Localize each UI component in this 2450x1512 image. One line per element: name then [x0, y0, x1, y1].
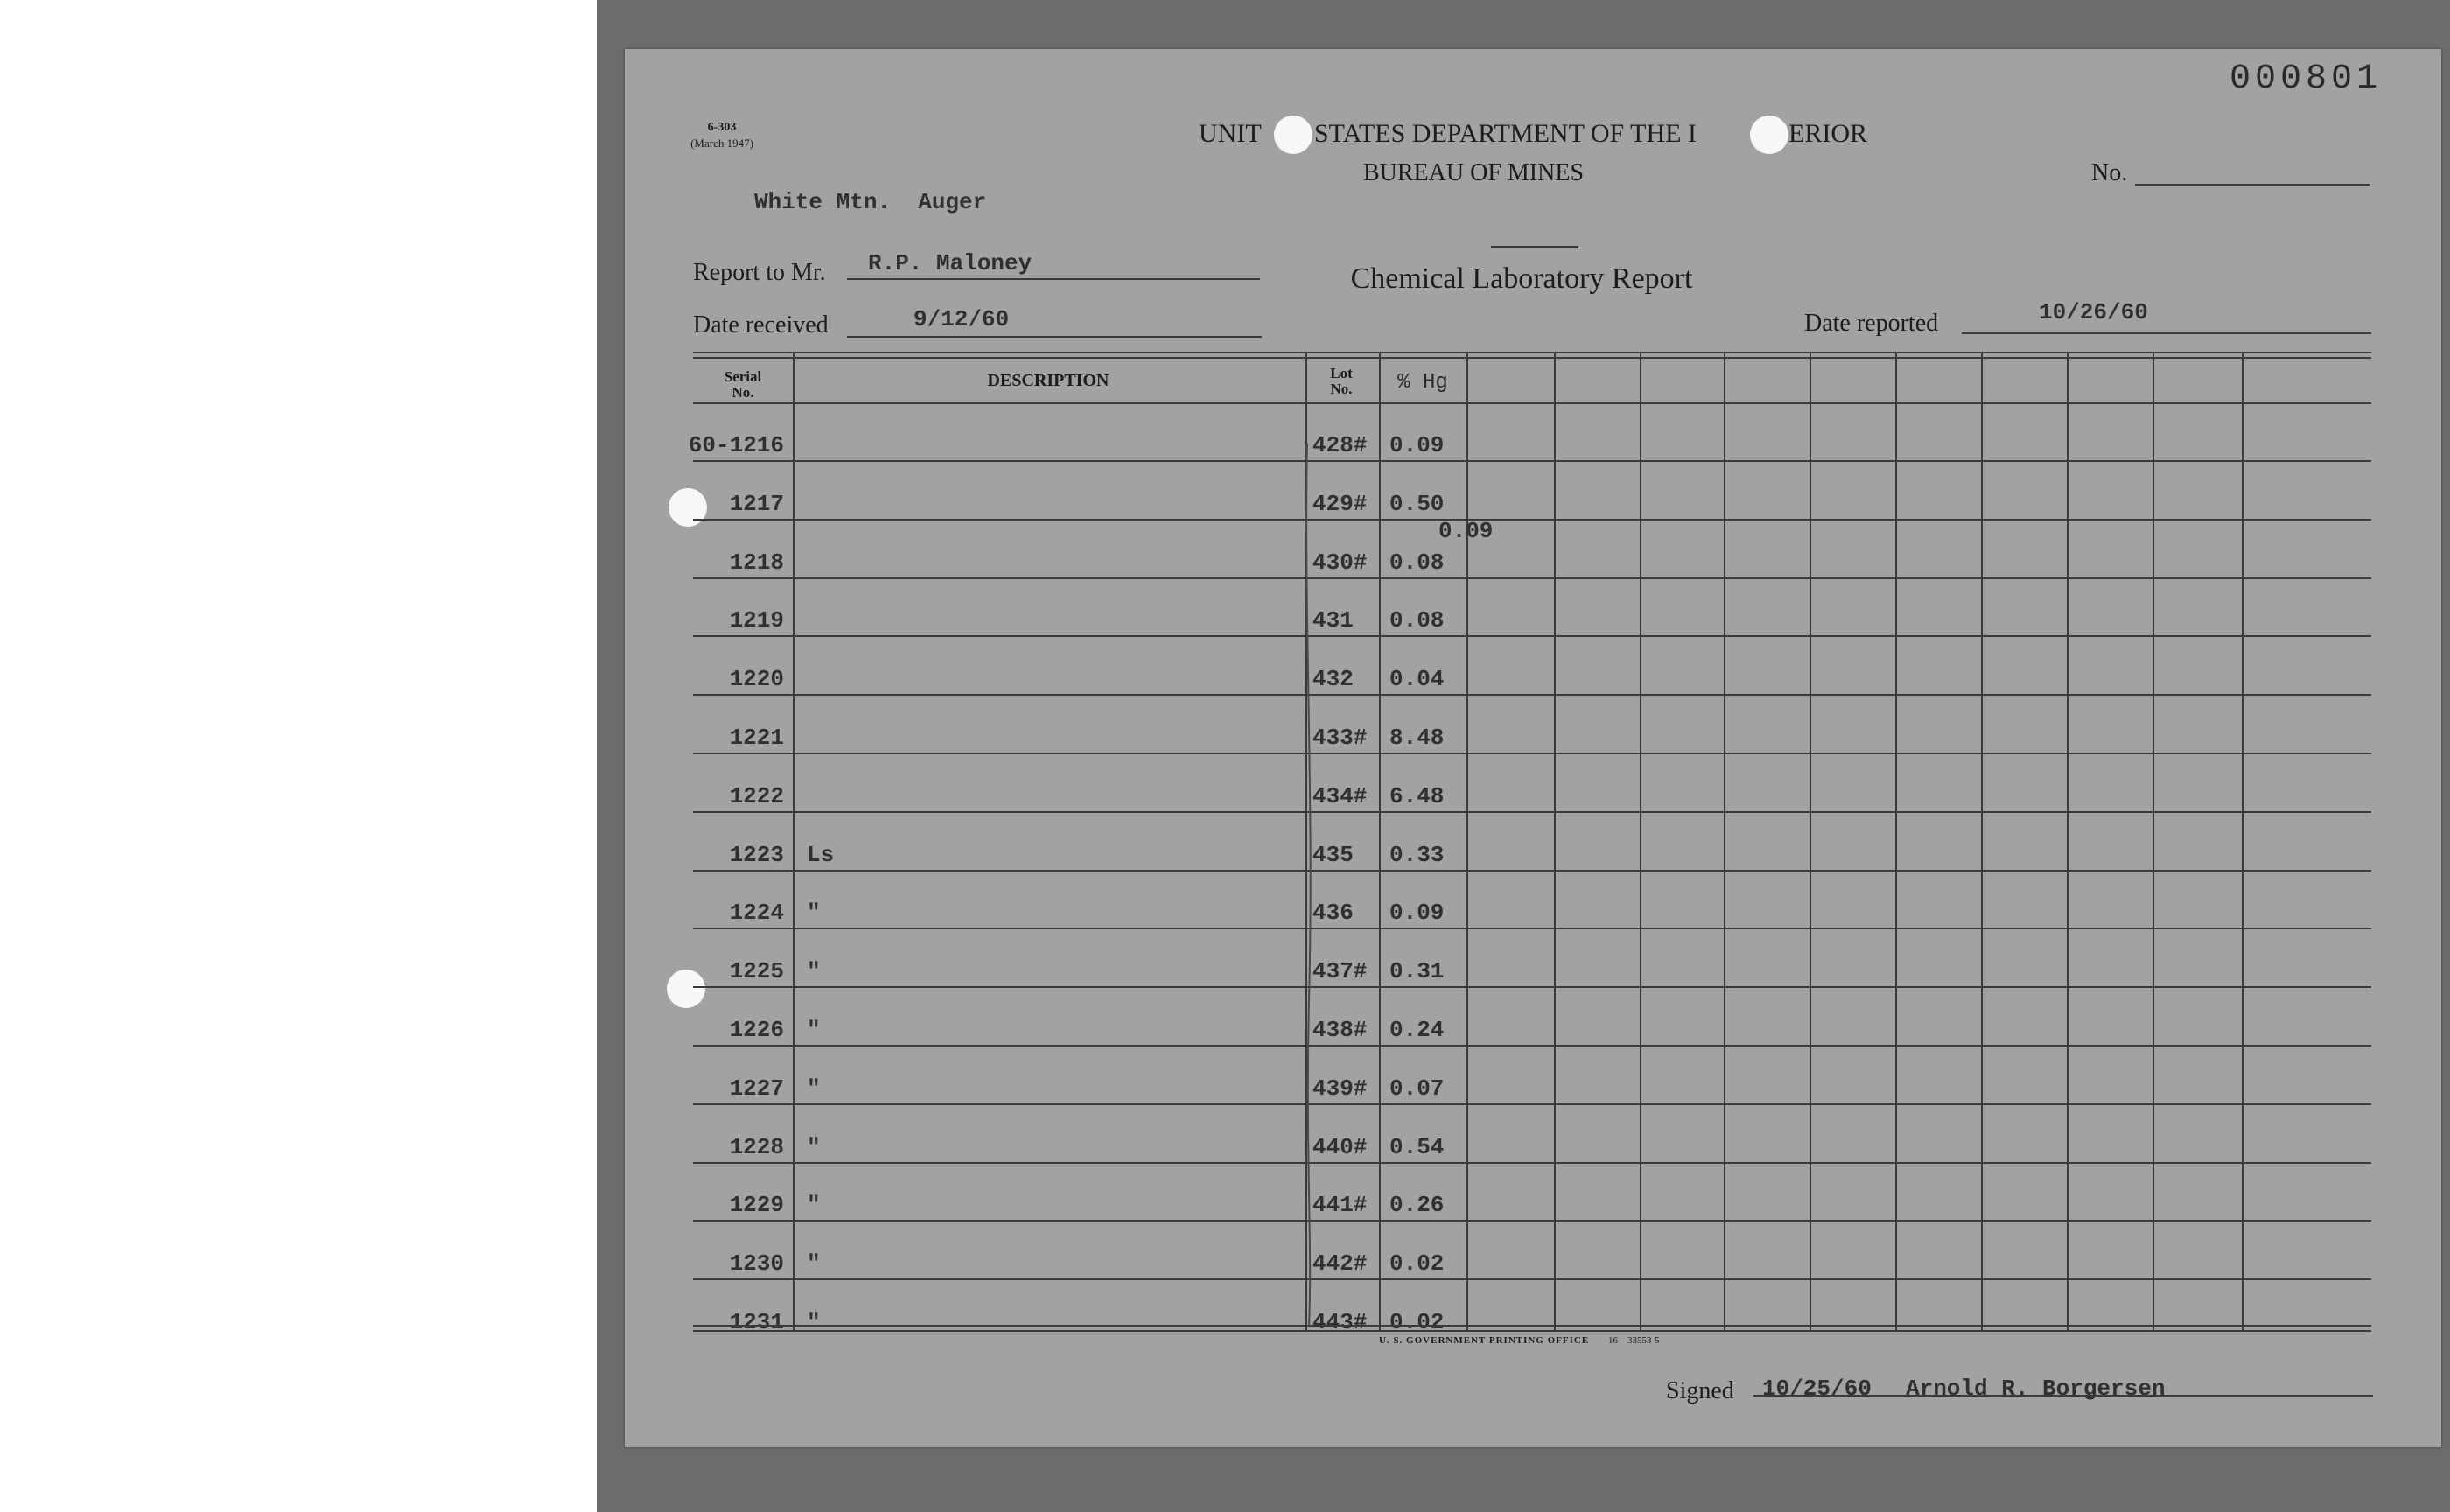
- bracket-mark: [1295, 439, 1321, 1332]
- description-cell: ": [807, 1075, 821, 1102]
- lot-cell: 438#: [1312, 1017, 1368, 1043]
- hg-cell: 0.04: [1390, 666, 1445, 692]
- lot-cell: 442#: [1312, 1250, 1368, 1277]
- row-line: [693, 1278, 2371, 1280]
- hg-cell: 0.02: [1390, 1309, 1445, 1335]
- no-label: No.: [2091, 159, 2128, 186]
- hg-cell: 0.31: [1390, 958, 1445, 984]
- lab-report-form: [625, 49, 2441, 1447]
- date-reported-underline: [1962, 332, 2371, 334]
- department-heading-left: UNIT: [1199, 119, 1262, 148]
- lot-cell: 437#: [1312, 958, 1368, 984]
- row-line: [693, 811, 2371, 813]
- serial-cell: 1231: [729, 1309, 784, 1335]
- column-line: [1466, 352, 1468, 1330]
- date-reported-label: Date reported: [1804, 310, 1939, 337]
- date-received-value: 9/12/60: [914, 306, 1010, 332]
- lot-cell: 428#: [1312, 432, 1368, 458]
- serial-cell: 1222: [729, 783, 784, 809]
- hg-cell: 0.08: [1390, 550, 1445, 576]
- header-lot-line2: No.: [1330, 381, 1353, 397]
- lot-cell: 441#: [1312, 1192, 1368, 1218]
- hg-cell: 0.08: [1390, 607, 1445, 634]
- hg-cell: 0.33: [1390, 842, 1445, 868]
- column-line: [2152, 352, 2154, 1330]
- row-line: [693, 1103, 2371, 1105]
- report-to-underline: [847, 278, 1260, 280]
- signed-label: Signed: [1666, 1377, 1734, 1404]
- report-title: Chemical Laboratory Report: [1350, 262, 1693, 295]
- header-serial-line1: Serial: [724, 368, 762, 385]
- column-line: [2242, 352, 2244, 1330]
- column-line: [1724, 352, 1726, 1330]
- serial-cell: 1221: [729, 724, 784, 751]
- printer-code: 16—33553-5: [1608, 1335, 1660, 1346]
- serial-cell: 1229: [729, 1192, 784, 1218]
- serial-cell: 1217: [729, 491, 784, 517]
- lot-cell: 435: [1312, 842, 1354, 868]
- header-description: DESCRIPTION: [987, 371, 1110, 390]
- punch-hole: [1274, 116, 1312, 154]
- serial-cell: 1220: [729, 666, 784, 692]
- form-date: (March 1947): [690, 136, 753, 150]
- lot-cell: 433#: [1312, 724, 1368, 751]
- column-line: [2067, 352, 2068, 1330]
- row-line: [693, 928, 2371, 929]
- row-line: [693, 1162, 2371, 1164]
- row-line: [693, 460, 2371, 462]
- description-cell: Ls: [807, 842, 835, 868]
- lot-cell: 430#: [1312, 550, 1368, 576]
- no-underline: [2135, 184, 2370, 186]
- row-line: [693, 870, 2371, 872]
- location-text: White Mtn. Auger: [754, 189, 987, 215]
- title-ornament: [1491, 246, 1578, 248]
- signed-date: 10/25/60: [1762, 1376, 1872, 1402]
- header-serial-line2: No.: [732, 384, 754, 401]
- hg-cell: 0.54: [1390, 1134, 1445, 1160]
- serial-cell: 1225: [729, 958, 784, 984]
- description-cell: ": [807, 958, 821, 984]
- hg-cell: 0.09: [1390, 900, 1445, 926]
- row-line: [693, 578, 2371, 579]
- row-line: [693, 1045, 2371, 1046]
- row-line: [693, 986, 2371, 988]
- row-line: [693, 1220, 2371, 1222]
- description-cell: ": [807, 1309, 821, 1335]
- serial-cell: 1226: [729, 1017, 784, 1043]
- punch-hole: [1750, 116, 1788, 154]
- lot-cell: 434#: [1312, 783, 1368, 809]
- table-bottom-rule: [693, 1330, 2371, 1332]
- hg-cell: 0.26: [1390, 1192, 1445, 1218]
- printer-line: U. S. GOVERNMENT PRINTING OFFICE: [1379, 1335, 1590, 1346]
- description-cell: ": [807, 1192, 821, 1218]
- column-line: [793, 352, 794, 1330]
- header-lot-line1: Lot: [1330, 365, 1353, 382]
- description-cell: ": [807, 1134, 821, 1160]
- hg-cell: 6.48: [1390, 783, 1445, 809]
- serial-cell: 1219: [729, 607, 784, 634]
- report-to-label: Report to Mr.: [693, 259, 826, 286]
- serial-cell: 1227: [729, 1075, 784, 1102]
- table-top-rule: [693, 357, 2371, 359]
- hg-cell: 0.50: [1390, 491, 1445, 517]
- bureau-heading: BUREAU OF MINES: [1362, 159, 1585, 186]
- lot-cell: 439#: [1312, 1075, 1368, 1102]
- row-line: [693, 694, 2371, 696]
- column-line: [1379, 352, 1381, 1330]
- serial-cell: 1228: [729, 1134, 784, 1160]
- table-top-rule: [693, 352, 2371, 354]
- header-bottom-rule: [693, 402, 2371, 404]
- hg-cell: 0.09: [1390, 432, 1445, 458]
- document-number: 000801: [2230, 60, 2383, 99]
- header-hg: % Hg: [1397, 371, 1448, 395]
- serial-cell: 1224: [729, 900, 784, 926]
- row-line: [693, 635, 2371, 637]
- lot-cell: 440#: [1312, 1134, 1368, 1160]
- description-cell: ": [807, 900, 821, 926]
- column-line: [1640, 352, 1642, 1330]
- serial-cell: 60-1216: [688, 432, 784, 458]
- extra-hg-value: 0.09: [1438, 518, 1494, 544]
- signature-underline: [1754, 1395, 2373, 1396]
- serial-cell: 1230: [729, 1250, 784, 1277]
- column-line: [1554, 352, 1556, 1330]
- lot-cell: 432: [1312, 666, 1354, 692]
- date-received-underline: [847, 336, 1262, 338]
- lot-cell: 443#: [1312, 1309, 1368, 1335]
- serial-cell: 1218: [729, 550, 784, 576]
- department-heading-middle: STATES DEPARTMENT OF THE I: [1314, 119, 1697, 148]
- lot-cell: 429#: [1312, 491, 1368, 517]
- column-line: [1895, 352, 1897, 1330]
- signed-name: Arnold R. Borgersen: [1906, 1376, 2166, 1402]
- department-heading-end: ERIOR: [1788, 119, 1867, 148]
- hg-cell: 0.24: [1390, 1017, 1445, 1043]
- description-cell: ": [807, 1250, 821, 1277]
- column-line: [1981, 352, 1983, 1330]
- header-serial: [695, 369, 791, 401]
- description-cell: ": [807, 1017, 821, 1043]
- serial-cell: 1223: [729, 842, 784, 868]
- date-received-label: Date received: [693, 312, 829, 339]
- column-line: [1810, 352, 1811, 1330]
- table-bottom-rule: [693, 1325, 2371, 1326]
- lot-cell: 431: [1312, 607, 1354, 634]
- lot-cell: 436: [1312, 900, 1354, 926]
- hg-cell: 0.02: [1390, 1250, 1445, 1277]
- row-line: [693, 752, 2371, 754]
- report-to-value: R.P. Maloney: [868, 250, 1032, 276]
- date-reported-value: 10/26/60: [2039, 299, 2148, 326]
- hg-cell: 0.07: [1390, 1075, 1445, 1102]
- hg-cell: 8.48: [1390, 724, 1445, 751]
- header-lot: [1306, 366, 1377, 397]
- row-line: [693, 519, 2371, 521]
- form-number: 6-303: [707, 121, 737, 134]
